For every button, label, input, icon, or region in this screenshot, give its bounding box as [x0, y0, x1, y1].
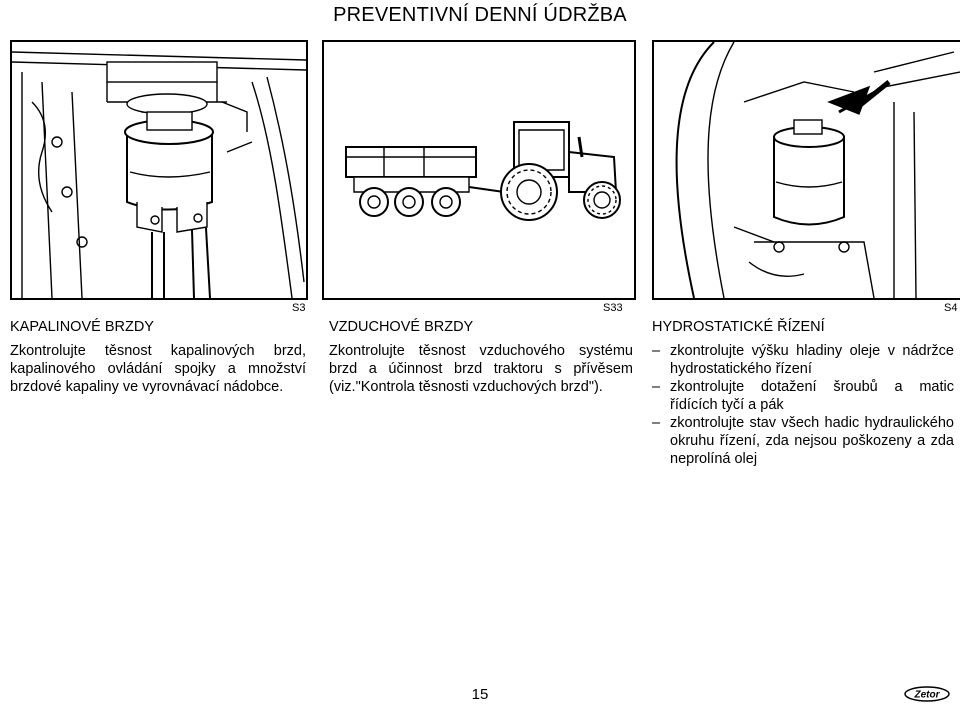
list-item: – zkontrolujte stav všech hadic hydraulického okruhu řízení, zda nejsou poškozeny a zda neprolíná olej	[652, 415, 954, 467]
logo-text: Zetor	[914, 689, 940, 701]
zetor-logo	[904, 686, 950, 702]
section-code-s33: S33	[603, 302, 623, 314]
dash-marker: –	[652, 415, 661, 431]
section-hydrostatic-steering	[652, 318, 954, 468]
section-text: Zkontrolujte těsnost kapalinových brzd, kapalinového ovládání spojky a množství brzdové kapaliny ve vyrovnávací nádobce.	[10, 343, 306, 395]
list-item: – zkontrolujte výšku hladiny oleje v nádržce hydrostatického řízení	[652, 343, 954, 377]
steering-oil-reservoir-illustration	[652, 40, 960, 300]
section-liquid-brakes	[10, 318, 306, 396]
list-item: – zkontrolujte dotažení šroubů a matic řídících tyčí a pák	[652, 379, 954, 413]
section-heading: HYDROSTATICKÉ ŘÍZENÍ	[652, 319, 825, 335]
section-air-brakes	[329, 318, 633, 396]
brake-fluid-reservoir-illustration	[10, 40, 308, 300]
dash-marker: –	[652, 379, 661, 395]
section-heading: KAPALINOVÉ BRZDY	[10, 319, 154, 335]
dash-marker: –	[652, 343, 661, 359]
page-title: PREVENTIVNÍ DENNÍ ÚDRŽBA	[333, 4, 627, 26]
section-code-s4: S4	[944, 302, 958, 314]
section-text: Zkontrolujte těsnost vzduchového systému brzd a účinnost brzd traktoru s přívěsem (viz."Kontrola těsnosti vzduchových brzd").	[329, 343, 633, 395]
section-code-s3: S3	[292, 302, 306, 314]
checklist	[652, 342, 954, 468]
tractor-trailer-illustration	[322, 40, 636, 300]
section-heading: VZDUCHOVÉ BRZDY	[329, 319, 474, 335]
page-number: 15	[471, 686, 489, 703]
